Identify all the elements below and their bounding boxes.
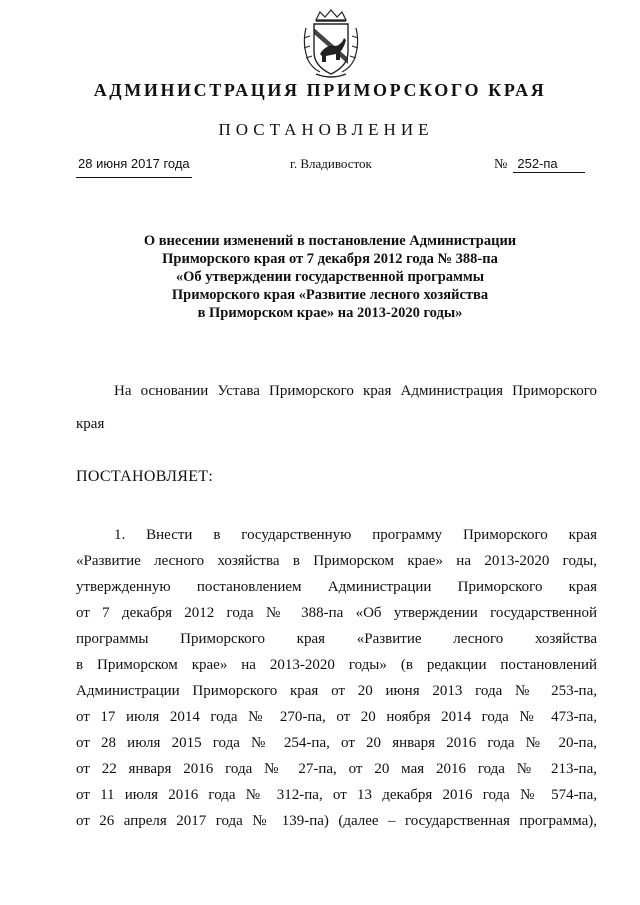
- document-city: г. Владивосток: [290, 156, 372, 171]
- paragraph-line: от 17 июля 2014 года № 270-па, от 20 ноября 2014 года № 473-па,: [76, 709, 597, 725]
- paragraph-line: от 22 января 2016 года № 27-па, от 20 мая 2016 года № 213-па,: [76, 761, 597, 777]
- paragraph-line: от 26 апреля 2017 года № 139-па) (далее – государственная программа),: [76, 813, 597, 829]
- paragraph-line: 1. Внести в государственную программу Приморского края: [114, 527, 597, 543]
- decree-word: ПОСТАНОВЛЯЕТ:: [76, 468, 214, 485]
- basis-paragraph: [76, 375, 597, 441]
- document-number: [494, 156, 585, 176]
- title-line: О внесении изменений в постановление Администрации: [143, 233, 517, 249]
- coat-of-arms-icon: [296, 8, 366, 80]
- document-type: ПОСТАНОВЛЕНИЕ: [218, 120, 434, 139]
- paragraph-line: в Приморском крае» на 2013-2020 годы» (в редакции постановлений: [76, 657, 597, 673]
- document-date: 28 июня 2017 года: [76, 156, 192, 178]
- item-1-paragraph: [76, 522, 597, 834]
- title-line: «Об утверждении государственной программы: [175, 269, 485, 285]
- document-title: [100, 232, 560, 322]
- paragraph-line: Администрации Приморского края от 20 июня 2013 года № 253-па,: [76, 683, 597, 699]
- paragraph-line: от 11 июля 2016 года № 312-па, от 13 декабря 2016 года № 574-па,: [76, 787, 597, 803]
- number-sign: №: [494, 157, 508, 172]
- paragraph-line: от 28 июля 2015 года № 254-па, от 20 января 2016 года № 20-па,: [76, 735, 597, 751]
- paragraph-line: На основании Устава Приморского края Администрация Приморского: [114, 383, 597, 399]
- number-value: 252-па: [513, 156, 585, 173]
- paragraph-line: программы Приморского края «Развитие лесного хозяйства: [76, 631, 597, 647]
- title-line: в Приморском крае» на 2013-2020 годы»: [197, 305, 463, 321]
- title-line: Приморского края «Развитие лесного хозяйства: [171, 287, 489, 303]
- organization-name: АДМИНИСТРАЦИЯ ПРИМОРСКОГО КРАЯ: [93, 80, 547, 100]
- title-line: Приморского края от 7 декабря 2012 года № 388-па: [162, 251, 498, 267]
- paragraph-line: утвержденную постановлением Администрации Приморского края: [76, 579, 597, 595]
- paragraph-line: от 7 декабря 2012 года № 388-па «Об утверждении государственной: [76, 605, 597, 621]
- paragraph-line: «Развитие лесного хозяйства в Приморском крае» на 2013-2020 годы,: [76, 553, 597, 569]
- paragraph-line: края: [76, 416, 105, 432]
